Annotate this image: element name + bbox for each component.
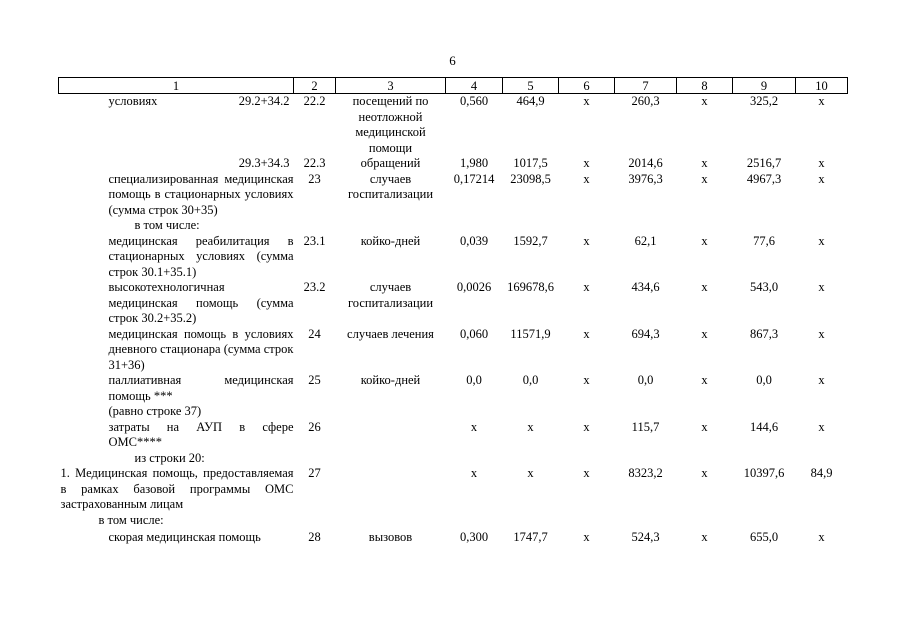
row-unit (336, 420, 446, 451)
cell-c4: 1,980 (459, 156, 489, 170)
cell-c7: 434,6 (631, 280, 660, 294)
cell-c7: 8323,2 (628, 466, 663, 480)
cell-c6: х (583, 326, 590, 341)
cell-c5: 0,0 (522, 373, 539, 387)
cell-c4: 0,0026 (456, 280, 492, 294)
row-code: 24 (308, 326, 321, 341)
column-header: 9 (733, 78, 796, 94)
table-row (59, 373, 848, 420)
subheading: в том числе: (134, 218, 200, 232)
cell-c5: 169678,6 (507, 280, 554, 294)
cell-c9: 543,0 (749, 280, 779, 294)
cell-c7: 115,7 (631, 419, 660, 434)
row-unit: вызовов (368, 530, 413, 544)
column-header: 2 (294, 78, 336, 94)
row-unit: случаев госпитализации (347, 171, 434, 201)
cell-c8: х (701, 373, 708, 387)
cell-c10: х (818, 326, 825, 341)
cell-c8: х (701, 94, 708, 108)
column-header: 7 (615, 78, 677, 94)
table-row (59, 451, 848, 467)
cell-c5: 1592,7 (513, 233, 548, 248)
cell-c9: 867,3 (749, 326, 779, 341)
cell-c10: х (818, 233, 825, 248)
cell-c7: 2014,6 (628, 156, 663, 170)
financing-table (58, 77, 848, 546)
cell-c10: х (818, 419, 825, 434)
row-code: 25 (308, 373, 321, 387)
cell-c5: 1017,5 (513, 156, 548, 170)
column-header: 1 (59, 78, 294, 94)
header-row (59, 78, 848, 94)
row-unit: случаев лечения (347, 326, 434, 341)
column-header: 6 (559, 78, 615, 94)
cell-c8: х (701, 233, 708, 248)
subheading: из строки 20: (134, 450, 205, 465)
cell-c10: х (818, 373, 825, 387)
cell-c4: 0,060 (459, 326, 489, 341)
column-header: 5 (503, 78, 559, 94)
cell-c8: х (701, 466, 708, 480)
row-label: медицинская реабилитация в стационарных условиях (сумма строк 30.1+35.1) (108, 233, 294, 279)
cell-c7: 694,3 (631, 326, 660, 341)
row-code: 28 (308, 530, 321, 544)
cell-c7: 260,3 (631, 94, 660, 108)
row-label: 1. Медицинская помощь, предоставляемая в рамках базовой программы ОМС застрахованным лицам (60, 466, 294, 511)
cell-c5: 11571,9 (510, 326, 551, 341)
cell-c5: 1747,7 (513, 530, 548, 544)
cell-c6: х (583, 466, 590, 480)
cell-c10: х (818, 94, 825, 108)
row-label: специализированная медицинская помощь в стационарных условиях (сумма строк 30+35) (108, 171, 294, 217)
cell-c6: х (583, 171, 590, 186)
cell-c9: 325,2 (749, 94, 779, 108)
row-label (59, 94, 294, 157)
cell-c9: 77,6 (753, 233, 775, 248)
table-row (59, 528, 848, 546)
table-row (59, 94, 848, 157)
cell-c4: 0,300 (459, 530, 489, 544)
cell-c9: 10397,6 (743, 466, 785, 480)
row-label-sum: 29.3+34.3 (238, 156, 290, 170)
cell-c6: х (583, 233, 590, 248)
column-header: 10 (796, 78, 848, 94)
cell-c4: х (470, 466, 478, 480)
row-label: высокотехнологичная медицинская помощь (сумма строк 30.2+35.2) (108, 280, 294, 325)
cell-c7: 0,0 (637, 373, 654, 387)
cell-c8: х (701, 280, 708, 294)
cell-c5: 23098,5 (510, 171, 551, 186)
column-header: 8 (677, 78, 733, 94)
row-code: 23.2 (303, 280, 326, 294)
cell-c5: 464,9 (516, 94, 545, 108)
table-row (59, 466, 848, 513)
cell-c9: 2516,7 (746, 156, 782, 170)
column-header: 3 (336, 78, 446, 94)
row-label: медицинская помощь в условиях дневного стационара (сумма строк 31+36) (108, 326, 294, 372)
cell-c6: х (583, 530, 590, 544)
row-code: 22.3 (303, 156, 326, 170)
row-unit: случаев госпитализации (347, 280, 434, 310)
cell-c4: 0,560 (459, 94, 489, 108)
cell-c10: х (818, 171, 825, 186)
cell-c8: х (701, 171, 708, 186)
cell-c10: х (818, 280, 825, 294)
row-unit (336, 466, 446, 513)
row-unit: койко-дней (360, 373, 421, 387)
cell-c10: х (818, 530, 825, 544)
cell-c7: 62,1 (634, 233, 657, 248)
table-row (59, 234, 848, 281)
cell-c4: 0,17214 (453, 171, 495, 186)
row-code: 22.2 (303, 94, 326, 108)
row-label (59, 156, 294, 172)
cell-c7: 524,3 (631, 530, 660, 544)
cell-c7: 3976,3 (628, 171, 663, 186)
cell-c6: х (583, 419, 590, 434)
cell-c9: 4967,3 (746, 171, 782, 186)
cell-c4: х (470, 419, 478, 434)
column-header: 4 (446, 78, 503, 94)
cell-c4: 0,0 (466, 373, 482, 387)
cell-c6: х (583, 373, 590, 387)
row-code: 23 (308, 171, 321, 186)
cell-c4: 0,039 (459, 233, 489, 248)
row-code: 26 (308, 419, 321, 434)
subheading: в том числе: (98, 512, 164, 527)
cell-c10: 84,9 (810, 466, 833, 480)
table-row (59, 513, 848, 529)
cell-c8: х (701, 530, 708, 544)
cell-c8: х (701, 326, 708, 341)
table-row (59, 156, 848, 172)
cell-c5: х (527, 419, 534, 434)
cell-c6: х (583, 94, 590, 108)
row-label-sum: 29.2+34.2 (238, 94, 290, 108)
page-number: 6 (449, 53, 456, 68)
cell-c6: х (583, 280, 590, 294)
row-label-note: (равно строке 37) (108, 404, 202, 418)
table-row (59, 218, 848, 234)
table-row (59, 172, 848, 219)
cell-c8: х (701, 419, 708, 434)
row-code: 27 (308, 466, 321, 480)
row-label: скорая медицинская помощь (108, 530, 261, 544)
row-label: затраты на АУП в сфере ОМС**** (108, 419, 294, 449)
cell-c8: х (701, 156, 708, 170)
table-row (59, 280, 848, 327)
row-code: 23.1 (303, 233, 326, 248)
cell-c9: 0,0 (756, 373, 772, 387)
row-unit: обращений (360, 156, 421, 170)
row-label (59, 373, 294, 420)
table-row (59, 420, 848, 451)
cell-c5: х (527, 466, 534, 480)
cell-c6: х (583, 156, 590, 170)
cell-c10: х (818, 156, 825, 170)
row-label-text: условиях (108, 94, 158, 108)
row-unit: посещений по неотложной медицинской помощи (352, 94, 429, 155)
cell-c9: 144,6 (749, 419, 779, 434)
row-unit: койко-дней (360, 233, 421, 248)
cell-c9: 655,0 (749, 530, 779, 544)
row-label-text: паллиативная медицинская помощь *** (108, 373, 294, 403)
table-row (59, 327, 848, 374)
